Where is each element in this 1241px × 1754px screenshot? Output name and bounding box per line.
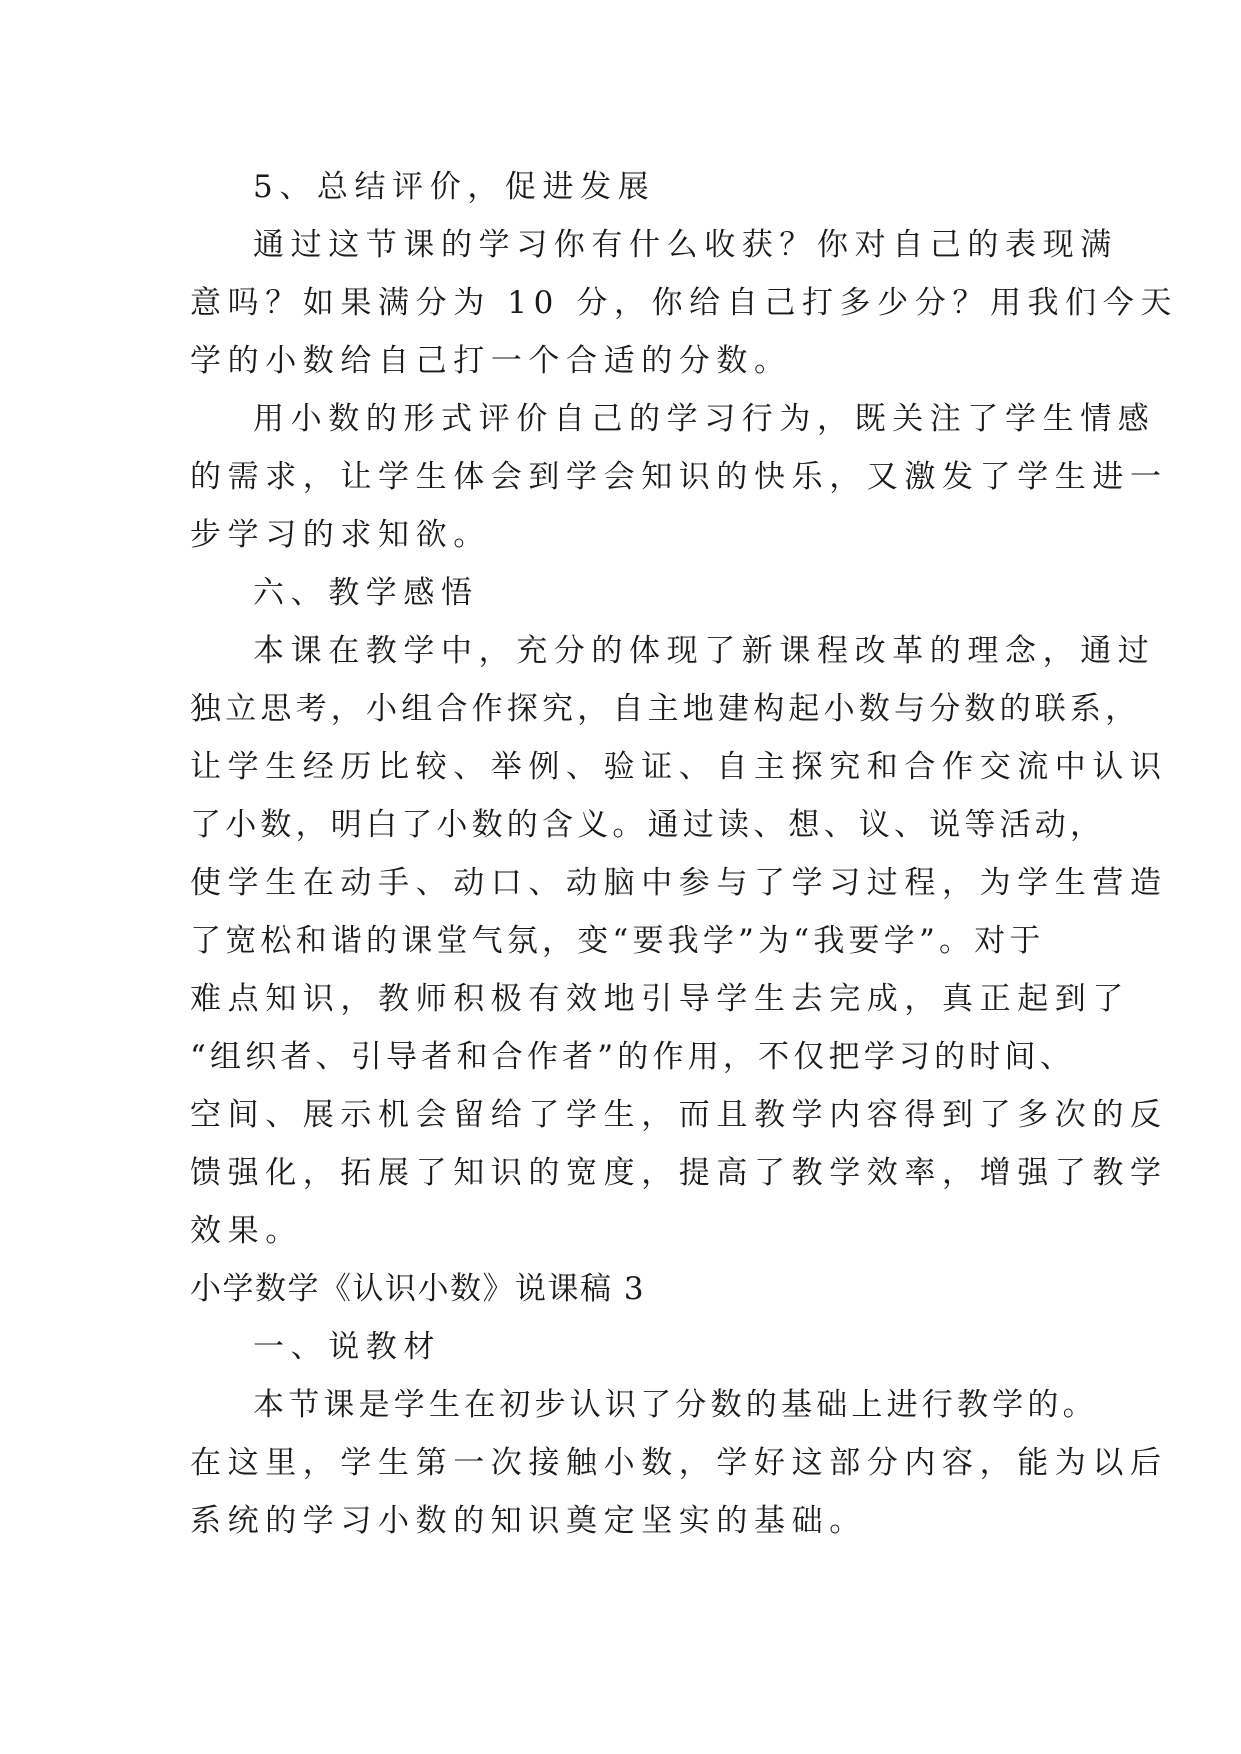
paragraph-line: 效果。 — [190, 1213, 303, 1249]
paragraph-line: 馈强化，拓展了知识的宽度，提高了教学效率，增强了教学 — [190, 1155, 1168, 1191]
document-body — [190, 158, 1178, 1550]
paragraph-line: 空间、展示机会留给了学生，而且教学内容得到了多次的反 — [190, 1097, 1168, 1133]
section-heading-textbook: 一、说教材 — [253, 1329, 441, 1365]
paragraph-line: 系统的学习小数的知识奠定坚实的基础。 — [190, 1503, 867, 1539]
paragraph-line: 通过这节课的学习你有什么收获？你对自己的表现满 — [253, 227, 1118, 263]
document-title: 小学数学《认识小数》说课稿 3 — [190, 1271, 646, 1307]
paragraph-line: 的需求，让学生体会到学会知识的快乐，又激发了学生进一 — [190, 459, 1168, 495]
paragraph-line: 本节课是学生在初步认识了分数的基础上进行教学的。 — [253, 1387, 1098, 1423]
paragraph-line: 学的小数给自己打一个合适的分数。 — [190, 343, 792, 379]
paragraph-line: 使学生在动手、动口、动脑中参与了学习过程，为学生营造 — [190, 865, 1168, 901]
paragraph-line: 意吗？如果满分为 10 分，你给自己打多少分？用我们今天 — [190, 285, 1178, 321]
paragraph-line: “组织者、引导者和合作者”的作用，不仅把学习的时间、 — [190, 1039, 1075, 1075]
paragraph-line: 了宽松和谐的课堂气氛，变“要我学”为“我要学”。对于 — [190, 923, 1045, 959]
section-heading-reflection: 六、教学感悟 — [253, 575, 479, 611]
paragraph-line: 在这里，学生第一次接触小数，学好这部分内容，能为以后 — [190, 1445, 1168, 1481]
paragraph-line: 步学习的求知欲。 — [190, 517, 491, 553]
paragraph-line: 让学生经历比较、举例、验证、自主探究和合作交流中认识 — [190, 749, 1168, 785]
paragraph-line: 独立思考，小组合作探究，自主地建构起小数与分数的联系， — [190, 691, 1141, 727]
paragraph-line: 了小数，明白了小数的含义。通过读、想、议、说等活动， — [190, 807, 1106, 843]
paragraph-line: 难点知识，教师积极有效地引导学生去完成，真正起到了 — [190, 981, 1130, 1017]
paragraph-line: 用小数的形式评价自己的学习行为，既关注了学生情感 — [253, 401, 1156, 437]
paragraph-line: 本课在教学中，充分的体现了新课程改革的理念，通过 — [253, 633, 1156, 669]
section-heading-summary: 5、总结评价，促进发展 — [253, 169, 656, 205]
